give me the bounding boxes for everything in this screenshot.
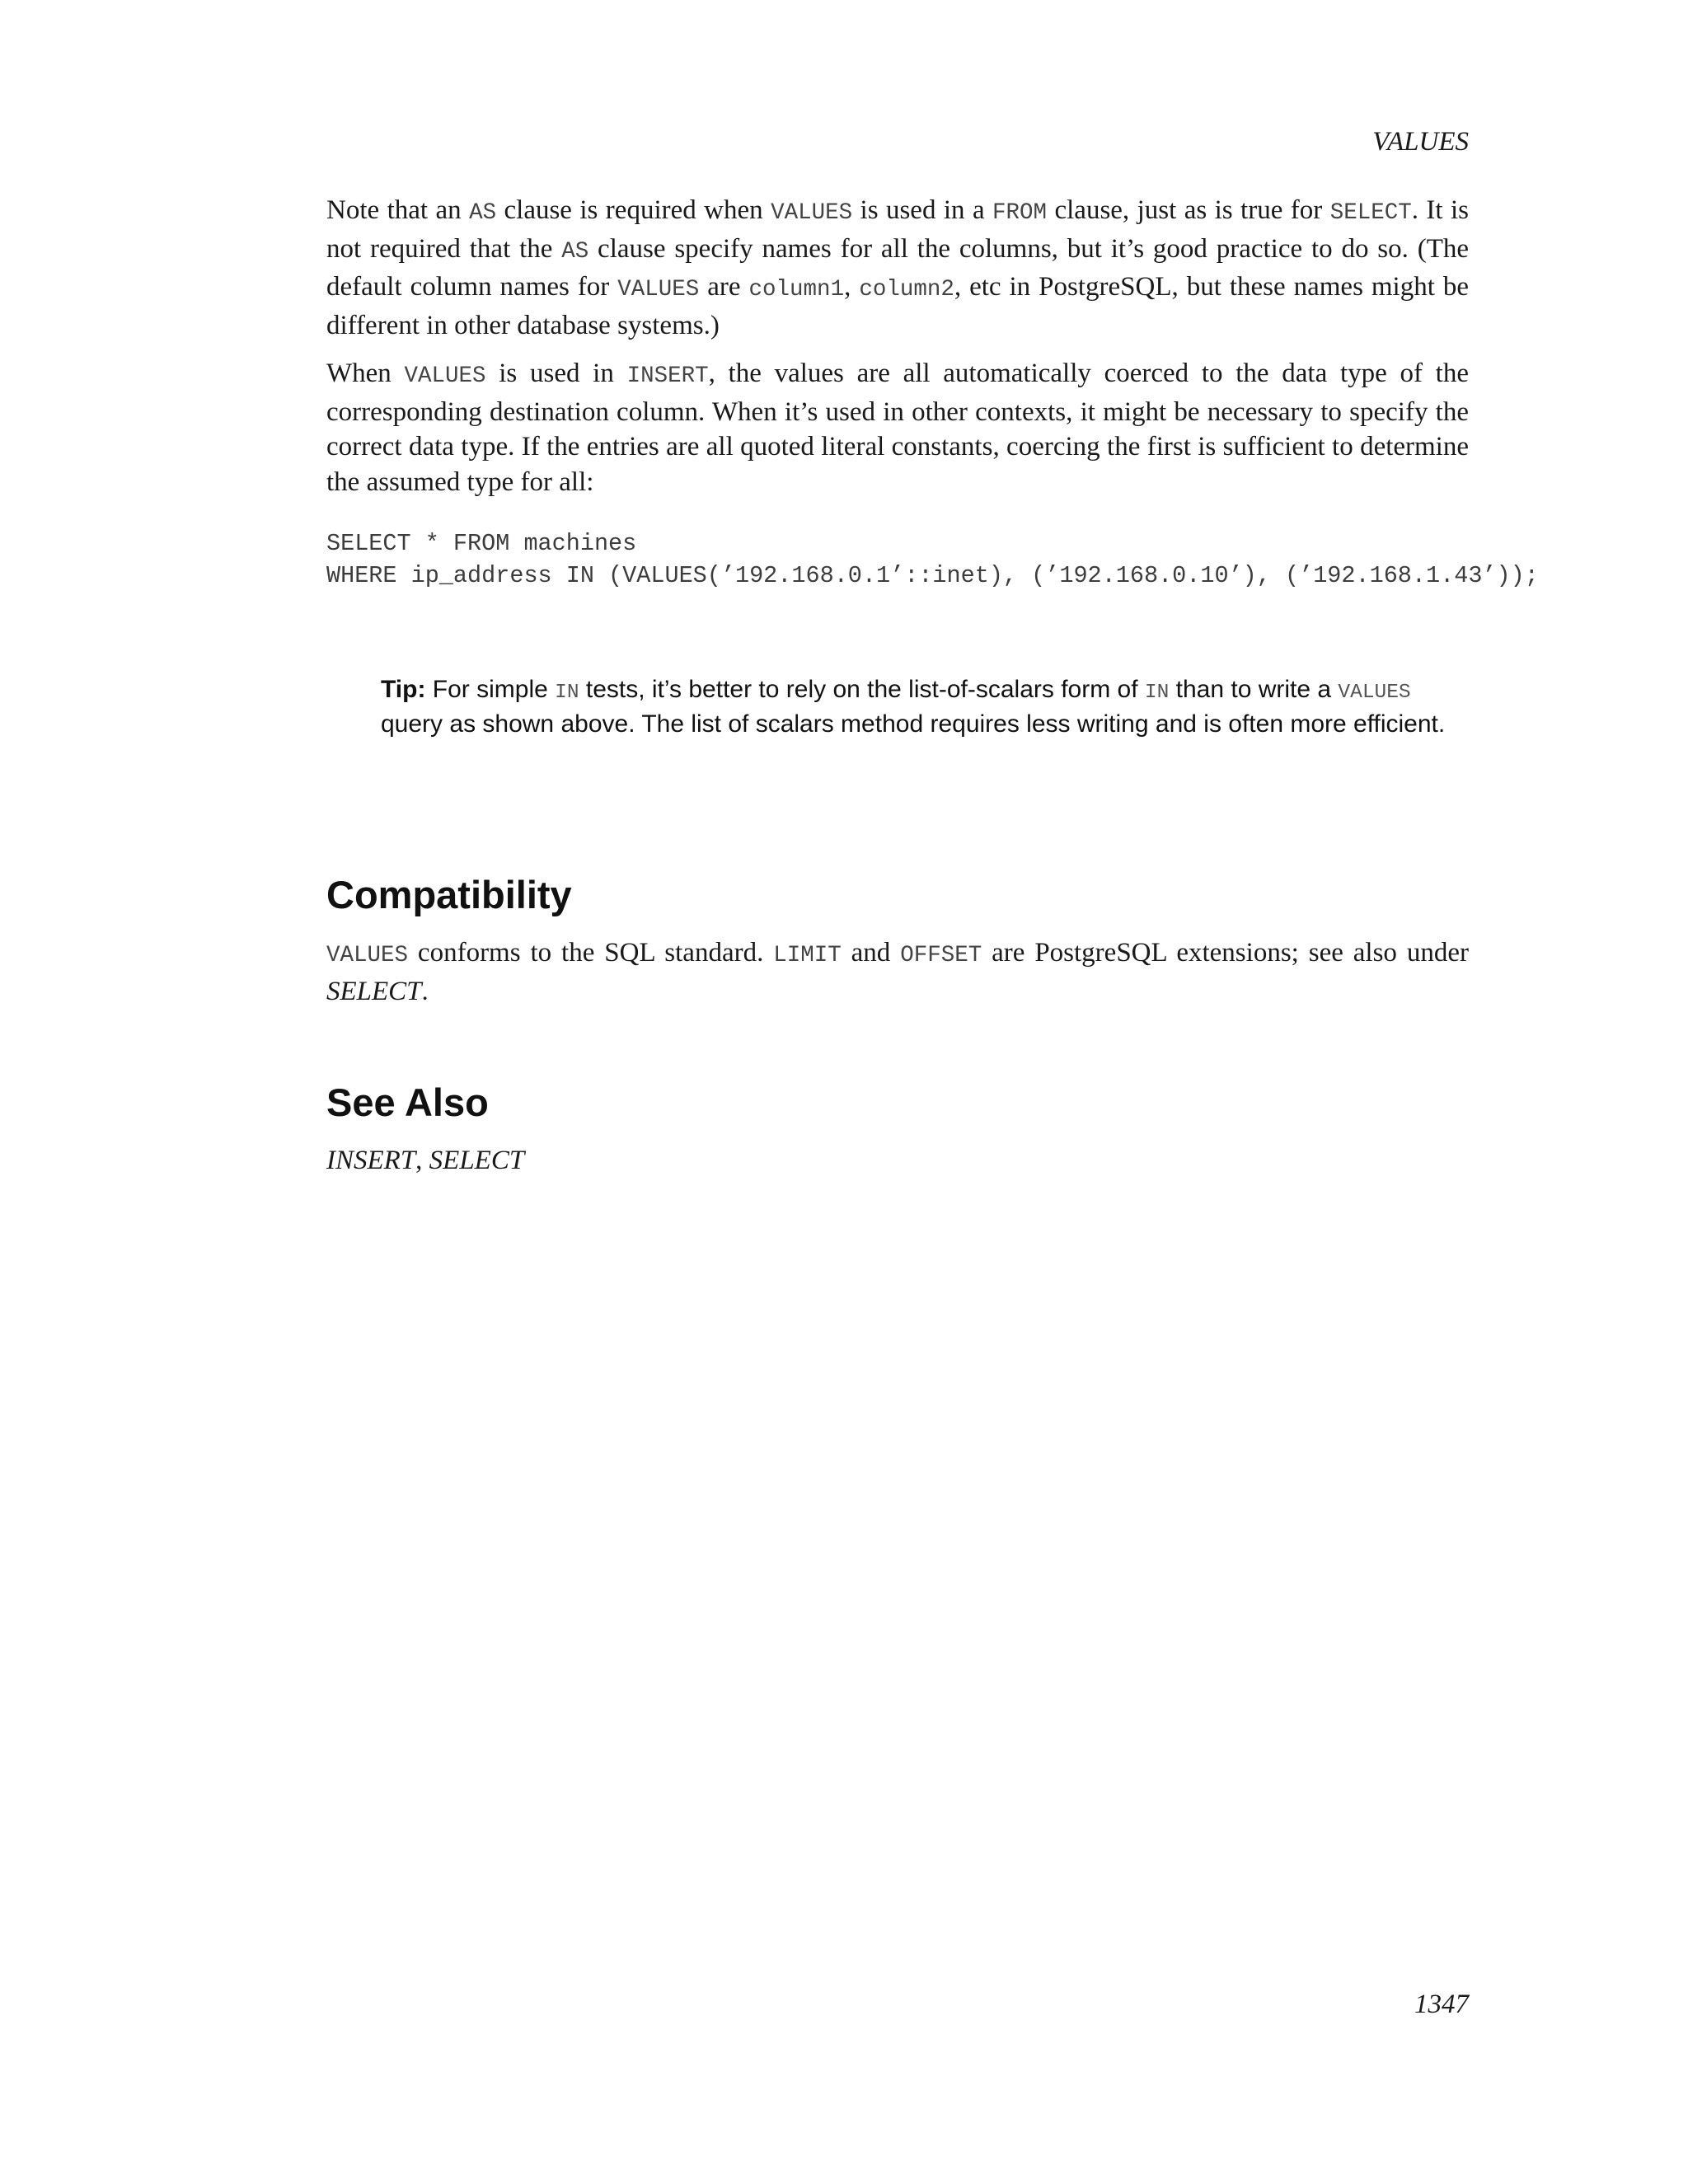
text: For simple xyxy=(425,676,556,703)
link-select[interactable]: SELECT xyxy=(429,1146,525,1175)
page-number: 1347 xyxy=(1414,1990,1469,2019)
text: tests, it’s better to rely on the list-of-scalars form of xyxy=(579,676,1145,703)
code-literal: VALUES xyxy=(1338,682,1411,704)
text: query as shown above. The list of scalars method requires less writing and is often more efficient. xyxy=(381,710,1446,738)
text: clause, just as is true for xyxy=(1047,195,1330,225)
text: and xyxy=(841,938,901,968)
paragraph-type-coercion xyxy=(326,356,1469,499)
text: clause is required when xyxy=(496,195,771,225)
text: , xyxy=(415,1146,429,1175)
tip-box xyxy=(381,674,1469,740)
code-literal: AS xyxy=(469,200,497,226)
paragraph-see-also xyxy=(326,1143,1469,1179)
text: . xyxy=(421,976,429,1006)
code-literal: IN xyxy=(1144,682,1170,704)
link-insert[interactable]: INSERT xyxy=(326,1146,416,1175)
code-line-1: SELECT * FROM machines xyxy=(326,530,637,557)
code-literal: column1 xyxy=(748,277,845,302)
code-example xyxy=(326,527,1539,592)
running-header-title: VALUES xyxy=(1372,127,1469,157)
text: is used in xyxy=(485,359,627,388)
code-literal: FROM xyxy=(992,200,1048,226)
code-literal: VALUES xyxy=(404,363,486,389)
text: . It is not required that the xyxy=(326,195,1469,264)
code-literal: INSERT xyxy=(626,363,709,389)
link-select[interactable]: SELECT xyxy=(326,976,422,1006)
text: When xyxy=(326,359,405,388)
text: than to write a xyxy=(1169,676,1339,703)
tip-label: Tip: xyxy=(381,676,426,703)
code-literal: VALUES xyxy=(617,277,700,302)
code-line-2: WHERE ip_address IN (VALUES(’192.168.0.1’::inet), (’192.168.0.10’), (’192.168.1.43’)); xyxy=(326,562,1539,589)
code-literal: VALUES xyxy=(771,200,853,226)
section-heading-see-also: See Also xyxy=(326,1080,489,1124)
text: , xyxy=(844,272,860,302)
paragraph-compatibility xyxy=(326,935,1469,1009)
section-heading-compatibility: Compatibility xyxy=(326,873,572,916)
code-literal: column2 xyxy=(859,277,954,302)
main-content xyxy=(326,193,1539,1179)
code-literal: SELECT xyxy=(1329,200,1412,226)
paragraph-as-clause xyxy=(326,193,1469,343)
text: conforms to the SQL standard. xyxy=(408,938,774,968)
code-literal: AS xyxy=(561,238,589,265)
code-literal: VALUES xyxy=(326,943,409,968)
code-literal: IN xyxy=(555,682,579,704)
text: clause specify names for all the columns, but it’s good practice to do so. (The default column names for xyxy=(326,233,1469,302)
text: are xyxy=(699,272,749,302)
text: is used in a xyxy=(852,195,993,225)
text: , etc in PostgreSQL, but these names might be different in other database systems.) xyxy=(326,272,1470,340)
code-literal: OFFSET xyxy=(900,943,982,968)
text: are PostgreSQL extensions; see also under xyxy=(982,938,1469,968)
code-literal: LIMIT xyxy=(773,943,842,968)
text: Note that an xyxy=(326,195,470,225)
text: , the values are all automatically coerced to the data type of the corresponding destination column. When it’s used in other contexts, it might be necessary to specify the correct data type. If the entries are all quoted literal constants, coercing the first is sufficient to determine the assumed type for all: xyxy=(326,359,1469,497)
